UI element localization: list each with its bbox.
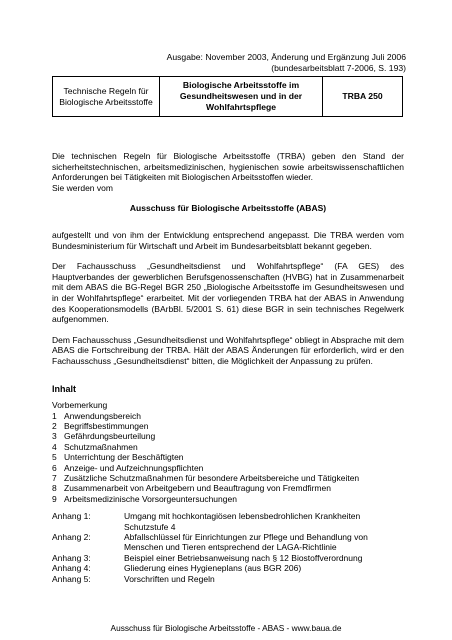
committee-heading: Ausschuss für Biologische Arbeitsstoffe (ABAS) bbox=[129, 203, 327, 214]
annex-item[interactable] bbox=[52, 574, 404, 584]
toc-item-title: Zusammenarbeit von Arbeitgebern und Beauftragung von Fremdfirmen bbox=[64, 483, 331, 494]
annex-label: Anhang 1: bbox=[52, 511, 91, 522]
toc-item-title: Zusätzliche Schutzmaßnahmen für besondere Arbeitsbereiche und Tätigkeiten bbox=[64, 472, 360, 483]
annex-title: Umgang mit hochkontagiösen lebensbedrohlichen Krankheiten Schutzstufe 4 bbox=[124, 511, 361, 532]
toc-item[interactable] bbox=[52, 483, 404, 493]
toc-item-title: Anzeige- und Aufzeichnungspflichten bbox=[64, 462, 204, 473]
toc-item-number: 4 bbox=[52, 441, 57, 452]
paragraph-cooperation: Der Fachausschuss „Gesundheitsdienst und Wohlfahrtspflege“ (FA GES) des Hauptverbandes der gewerblichen Berufsgenossenschaften (HVBG) hat in Zusammenarbeit mit dem ABAS die BG-Regel BGR 250 „Biologische Arbeitsstoffe im Gesundheitswesen und in der Wohlfahrtspflege“ erarbeitet. Mit der vorliegenden TRBA hat der ABAS in Anwendung des Kooperationsmodells (BArbBl. 5/2001 S. 61) diese BGR in sein technisches Regelwerk aufgenommen. bbox=[52, 261, 404, 325]
toc-item-title: Begriffsbestimmungen bbox=[64, 420, 149, 431]
toc-item[interactable] bbox=[52, 463, 404, 473]
annex-title: Beispiel einer Betriebsanweisung nach § 12 Biostoffverordnung bbox=[124, 552, 363, 563]
intro-continuation: Sie werden vom bbox=[52, 182, 113, 193]
toc-item-number: 9 bbox=[52, 493, 57, 504]
edition-source: (bundesarbeitsblatt 7-2006, S. 193) bbox=[271, 63, 406, 73]
toc-item-number: 2 bbox=[52, 420, 57, 431]
annex-label: Anhang 4: bbox=[52, 563, 91, 574]
document-body bbox=[52, 151, 404, 584]
toc-item[interactable] bbox=[52, 494, 404, 504]
toc-item-number: 3 bbox=[52, 431, 57, 442]
toc-item-number: 5 bbox=[52, 452, 57, 463]
annex-label: Anhang 2: bbox=[52, 531, 91, 542]
header-code: TRBA 250 bbox=[323, 77, 403, 117]
annex-item[interactable] bbox=[52, 563, 404, 573]
paragraph-revision: Dem Fachausschuss „Gesundheitsdienst und Wohlfahrtspflege“ obliegt in Absprache mit dem ABAS die Fortschreibung der TRBA. Hält der ABAS Änderungen für erforderlich, wird er den Fachausschuss „Gesundheitsdienst“ bitten, die Möglichkeit der Anpassung zu prüfen. bbox=[52, 334, 404, 366]
annex-label: Anhang 5: bbox=[52, 573, 91, 584]
toc-preface: Vorbemerkung bbox=[52, 400, 108, 411]
header-title: Biologische Arbeitsstoffe im Gesundheitswesen und in der Wohlfahrtspflege bbox=[160, 77, 323, 117]
toc-item-title: Anwendungsbereich bbox=[64, 410, 142, 421]
toc-heading: Inhalt bbox=[52, 383, 76, 394]
edition-line: Ausgabe: November 2003, Änderung und Ergänzung Juli 2006 bbox=[166, 52, 406, 62]
toc-item[interactable] bbox=[52, 431, 404, 441]
annex-title: Vorschriften und Regeln bbox=[124, 573, 215, 584]
toc-item-number: 6 bbox=[52, 462, 57, 473]
header-series: Technische Regeln für Biologische Arbeitsstoffe bbox=[53, 77, 160, 117]
toc-item-number: 1 bbox=[52, 410, 57, 421]
toc-item[interactable] bbox=[52, 411, 404, 421]
toc-item-number: 8 bbox=[52, 483, 57, 494]
toc-item[interactable] bbox=[52, 473, 404, 483]
annex-item[interactable] bbox=[52, 511, 404, 532]
annex-title: Gliederung eines Hygieneplans (aus BGR 206) bbox=[124, 563, 302, 574]
annex-item[interactable] bbox=[52, 553, 404, 563]
toc-item-title: Gefährdungsbeurteilung bbox=[64, 431, 156, 442]
page-footer: Ausschuss für Biologische Arbeitsstoffe - ABAS - www.baua.de bbox=[110, 623, 342, 633]
toc-item-title: Schutzmaßnahmen bbox=[64, 441, 138, 452]
paragraph-adoption: aufgestellt und von ihm der Entwicklung entsprechend angepasst. Die TRBA werden vom Bundesministerium für Wirtschaft und Arbeit im Bundesarbeitsblatt bekannt gegeben. bbox=[52, 229, 404, 251]
annex-title: Abfallschlüssel für Einrichtungen zur Pflege und Behandlung von Menschen und Tieren entsprechend der LAGA-Richtlinie bbox=[124, 531, 368, 553]
toc-item-number: 7 bbox=[52, 472, 57, 483]
intro-paragraph: Die technischen Regeln für Biologische Arbeitsstoffe (TRBA) geben den Stand der sicherheitstechnischen, arbeitsmedizinischen, hygienischen sowie arbeitswissenschaftlichen Anforderungen bei Tätigkeiten mit Biologischen Arbeitsstoffen wieder. bbox=[52, 151, 404, 183]
toc-item[interactable] bbox=[52, 421, 404, 431]
toc-item-title: Unterrichtung der Beschäftigten bbox=[64, 452, 184, 463]
annex-item[interactable] bbox=[52, 532, 404, 553]
annex-list bbox=[52, 511, 404, 584]
toc-list bbox=[52, 411, 404, 505]
annex-label: Anhang 3: bbox=[52, 552, 91, 563]
toc-item[interactable] bbox=[52, 442, 404, 452]
toc-item-title: Arbeitsmedizinische Vorsorgeuntersuchungen bbox=[64, 493, 237, 504]
edition-info bbox=[167, 52, 406, 74]
header-table bbox=[52, 76, 403, 117]
toc-item[interactable] bbox=[52, 452, 404, 462]
